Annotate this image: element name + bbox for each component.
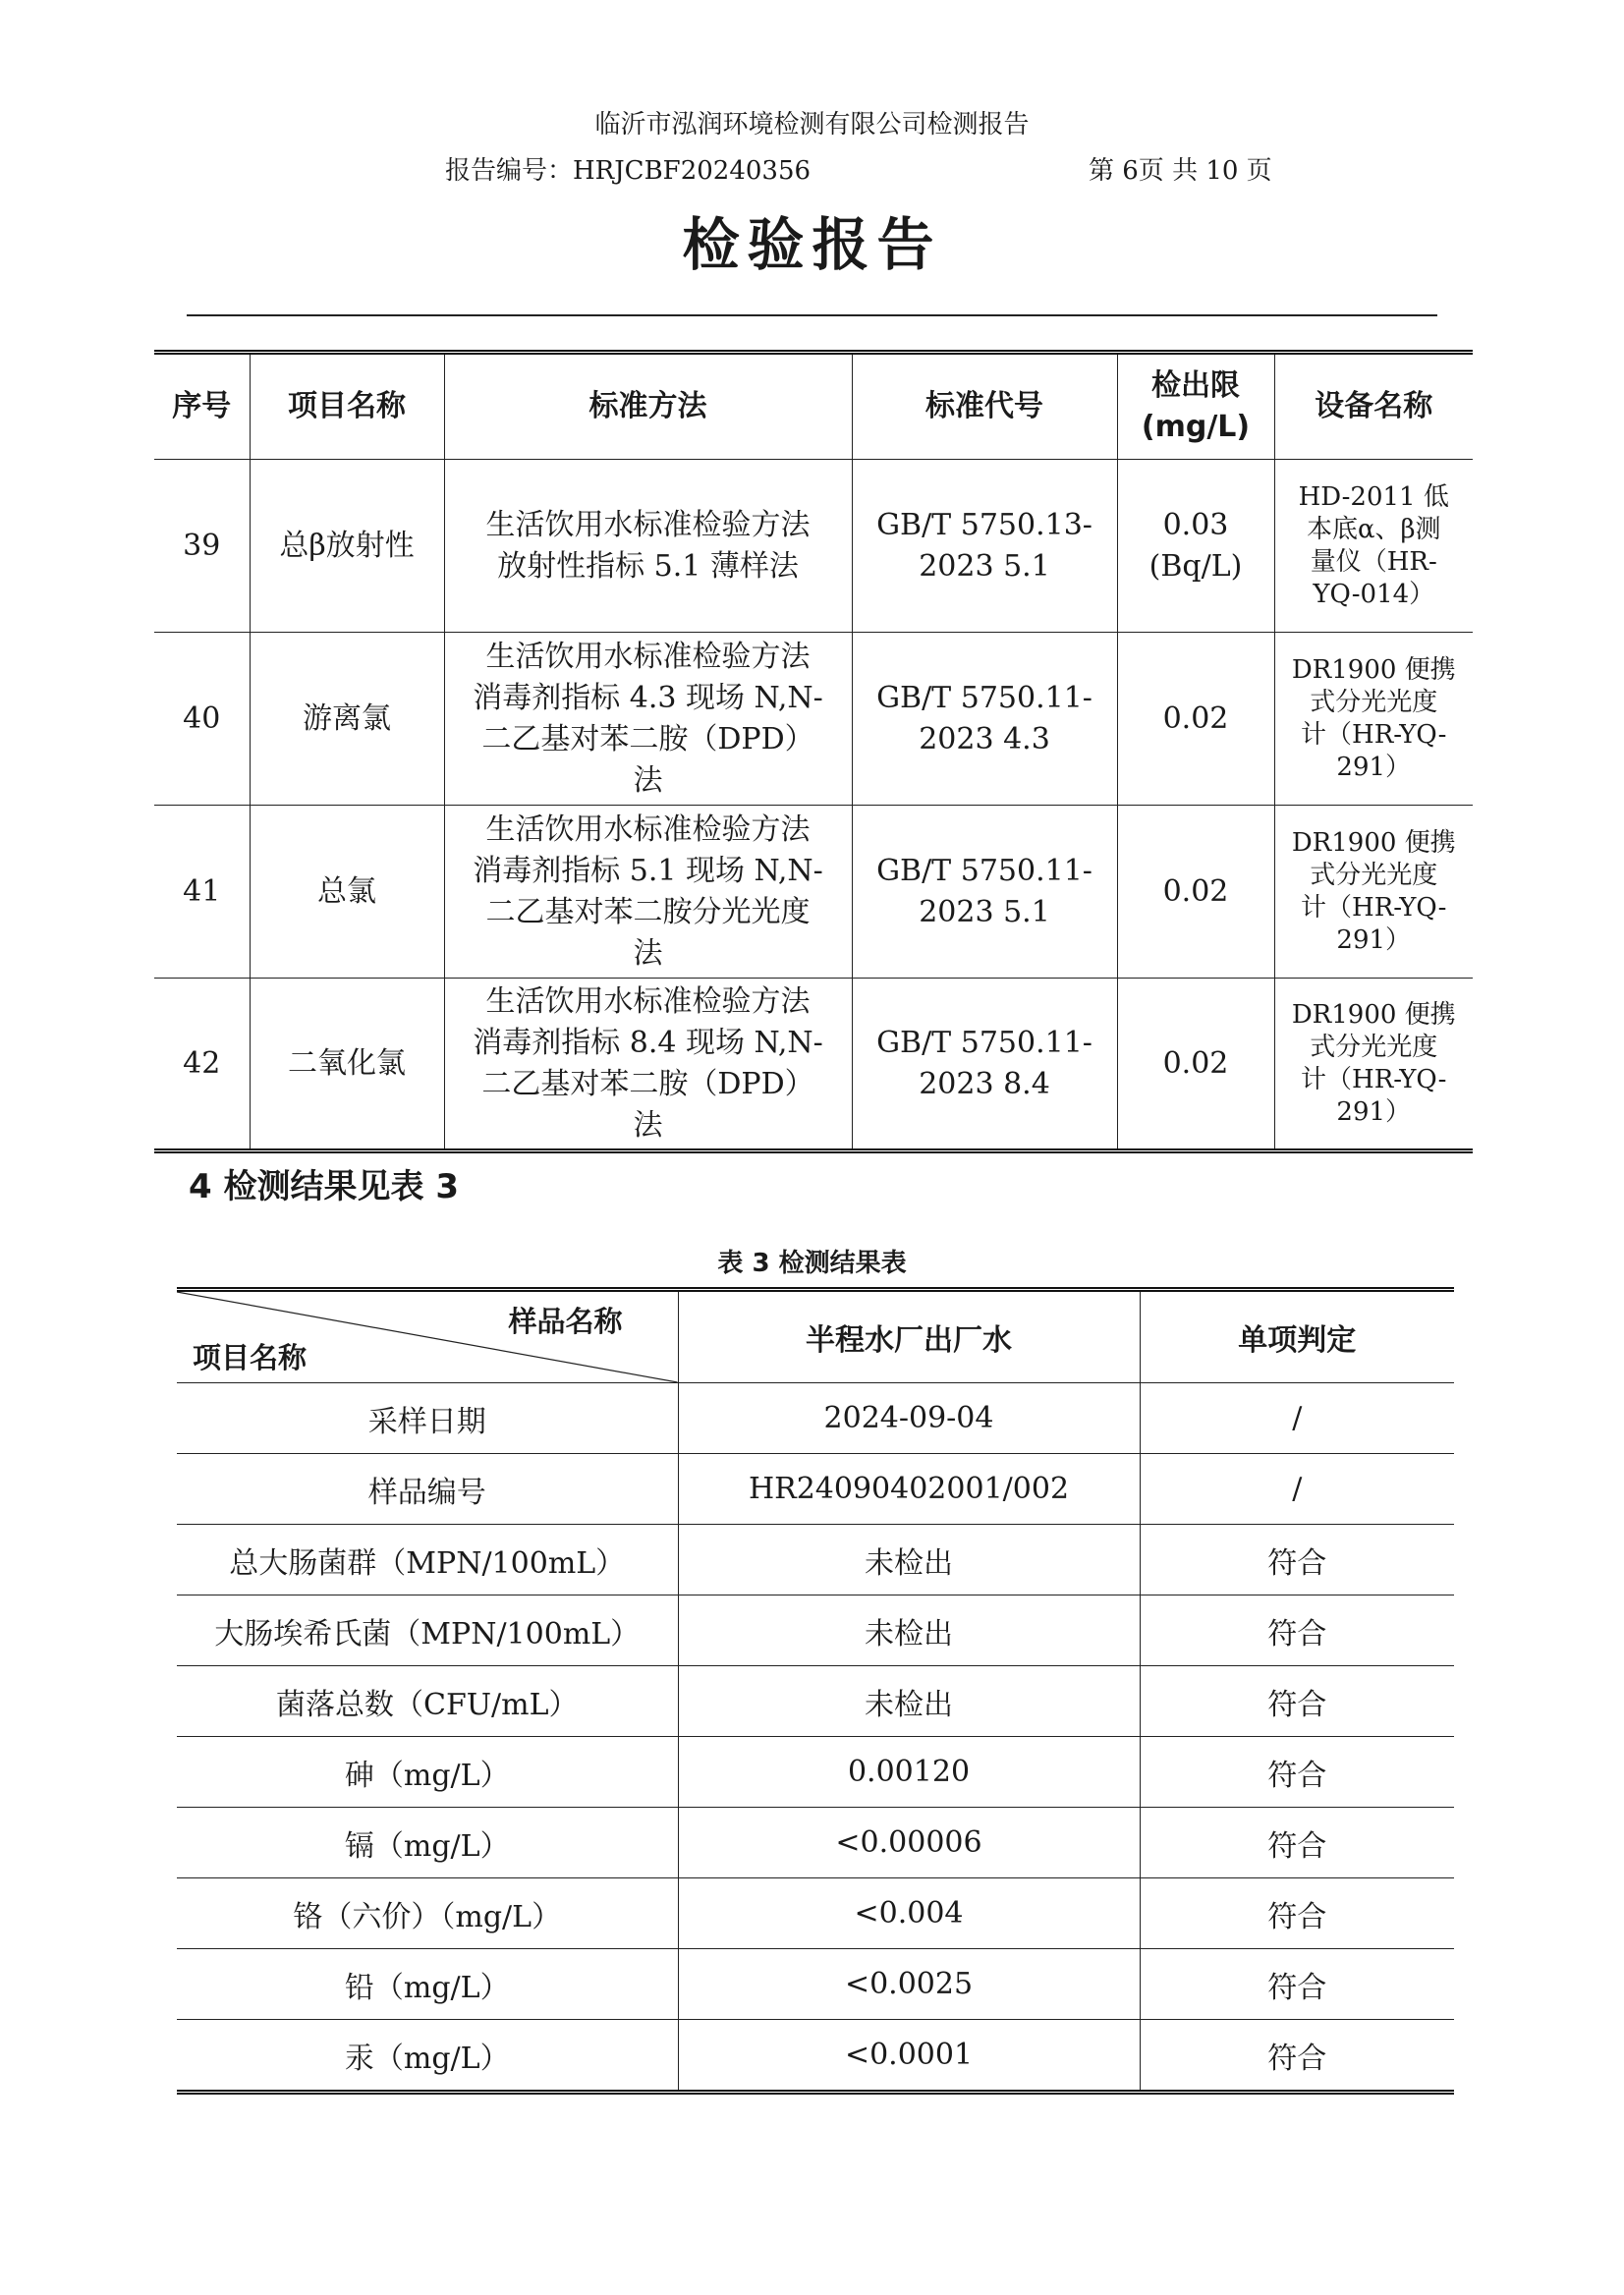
result-judgement-cell: 符合 — [1140, 1878, 1454, 1949]
equipment-line: 计（HR-YQ- — [1301, 719, 1447, 750]
limit-cell — [1117, 979, 1274, 1151]
result-value-cell: 0.00120 — [678, 1737, 1140, 1808]
equipment-line: 量仪（HR- — [1310, 546, 1437, 577]
method-line: 生活饮用水标准检验方法 — [485, 639, 811, 674]
table-row — [154, 806, 1473, 979]
method-cell — [444, 806, 852, 979]
results-body — [177, 1383, 1454, 2093]
result-value-cell: <0.004 — [678, 1878, 1140, 1949]
header-method: 标准方法 — [444, 353, 852, 460]
results-table-caption: 表 3 检测结果表 — [717, 1249, 907, 1278]
equipment-line: DR1900 便携 — [1291, 654, 1456, 685]
result-judgement-cell: 符合 — [1140, 1949, 1454, 2020]
results-table — [177, 1287, 1454, 2095]
item-cell: 总氯 — [250, 806, 444, 979]
limit-line: 0.02 — [1162, 700, 1229, 736]
header-limit-line1: 检出限 — [1151, 368, 1240, 403]
method-line: 消毒剂指标 4.3 现场 N,N- — [473, 680, 823, 715]
result-judgement-cell: / — [1140, 1454, 1454, 1525]
seq-cell: 42 — [154, 979, 250, 1151]
methods-table — [154, 350, 1473, 1153]
limit-line: (Bq/L) — [1148, 548, 1243, 584]
result-item-cell: 汞（mg/L） — [177, 2020, 678, 2093]
method-cell — [444, 460, 852, 633]
seq-cell: 39 — [154, 460, 250, 633]
limit-line: 0.03 — [1162, 507, 1229, 542]
method-line: 生活饮用水标准检验方法 — [485, 812, 811, 847]
result-item-cell: 采样日期 — [177, 1383, 678, 1454]
equipment-line: YQ-014） — [1313, 579, 1435, 609]
header-seq: 序号 — [154, 353, 250, 460]
item-cell: 游离氯 — [250, 633, 444, 806]
limit-cell — [1117, 633, 1274, 806]
equipment-line: DR1900 便携 — [1291, 999, 1456, 1030]
header-diagonal-cell — [177, 1290, 678, 1383]
main-title: 检验报告 — [682, 211, 942, 278]
method-cell — [444, 633, 852, 806]
table-row — [177, 2020, 1454, 2093]
equipment-cell — [1274, 633, 1473, 806]
equipment-line: 式分光光度 — [1310, 687, 1438, 717]
result-item-cell: 菌落总数（CFU/mL） — [177, 1666, 678, 1737]
result-item-cell: 大肠埃希氏菌（MPN/100mL） — [177, 1595, 678, 1666]
method-line: 生活饮用水标准检验方法 — [485, 507, 811, 542]
methods-header-row — [154, 353, 1473, 460]
result-item-cell: 铅（mg/L） — [177, 1949, 678, 2020]
item-cell: 总β放射性 — [250, 460, 444, 633]
company-report-title: 临沂市泓润环境检测有限公司检测报告 — [594, 110, 1030, 140]
result-judgement-cell: 符合 — [1140, 1666, 1454, 1737]
header-limit-line2: (mg/L) — [1141, 410, 1251, 444]
item-cell: 二氧化氯 — [250, 979, 444, 1151]
table-row — [177, 1949, 1454, 2020]
code-line: 2023 4.3 — [919, 721, 1050, 756]
header-sample-name: 样品名称 — [508, 1305, 623, 1338]
method-line: 法 — [633, 935, 663, 971]
result-value-cell: 未检出 — [678, 1666, 1140, 1737]
equipment-line: 291） — [1336, 752, 1412, 782]
section-heading: 4 检测结果见表 3 — [189, 1167, 459, 1206]
result-judgement-cell: / — [1140, 1383, 1454, 1454]
result-item-cell: 样品编号 — [177, 1454, 678, 1525]
table-row — [177, 1666, 1454, 1737]
code-line: 2023 8.4 — [919, 1066, 1050, 1101]
equipment-cell — [1274, 460, 1473, 633]
code-line: GB/T 5750.11- — [876, 853, 1092, 888]
result-judgement-cell: 符合 — [1140, 1595, 1454, 1666]
equipment-line: 式分光光度 — [1310, 860, 1438, 890]
table-row — [154, 633, 1473, 806]
results-header-row — [177, 1290, 1454, 1383]
result-judgement-cell: 符合 — [1140, 1737, 1454, 1808]
equipment-line: DR1900 便携 — [1291, 827, 1456, 858]
equipment-line: 计（HR-YQ- — [1301, 892, 1447, 923]
result-value-cell: 2024-09-04 — [678, 1383, 1140, 1454]
result-item-cell: 铬（六价）（mg/L） — [177, 1878, 678, 1949]
methods-body — [154, 460, 1473, 1151]
table-row — [154, 460, 1473, 633]
code-cell — [852, 979, 1117, 1151]
code-line: 2023 5.1 — [919, 548, 1050, 584]
equipment-line: 291） — [1336, 924, 1412, 955]
limit-cell — [1117, 460, 1274, 633]
method-line: 消毒剂指标 8.4 现场 N,N- — [473, 1025, 823, 1060]
report-number: 报告编号：HRJCBF20240356 — [445, 156, 812, 186]
equipment-cell — [1274, 979, 1473, 1151]
limit-cell — [1117, 806, 1274, 979]
result-item-cell: 砷（mg/L） — [177, 1737, 678, 1808]
result-value-cell: 未检出 — [678, 1525, 1140, 1595]
method-cell — [444, 979, 852, 1151]
code-cell — [852, 633, 1117, 806]
method-line: 生活饮用水标准检验方法 — [485, 983, 811, 1019]
method-line: 二乙基对苯二胺（DPD） — [481, 1066, 814, 1101]
result-value-cell: <0.00006 — [678, 1808, 1140, 1878]
table-row — [177, 1808, 1454, 1878]
page-info: 第 6页 共 10 页 — [1089, 156, 1272, 186]
equipment-line: HD-2011 低 — [1298, 481, 1449, 512]
table-row — [177, 1737, 1454, 1808]
code-line: 2023 5.1 — [919, 894, 1050, 929]
title-divider — [187, 314, 1437, 316]
header-item: 项目名称 — [250, 353, 444, 460]
equipment-cell — [1274, 806, 1473, 979]
equipment-line: 291） — [1336, 1096, 1412, 1127]
seq-cell: 41 — [154, 806, 250, 979]
result-item-cell: 镉（mg/L） — [177, 1808, 678, 1878]
equipment-line: 本底α、β测 — [1306, 514, 1441, 544]
limit-line: 0.02 — [1162, 1045, 1229, 1081]
header-judgement: 单项判定 — [1140, 1290, 1454, 1383]
method-line: 二乙基对苯二胺（DPD） — [481, 721, 814, 756]
header-sample: 半程水厂出厂水 — [678, 1290, 1140, 1383]
header-item-name: 项目名称 — [193, 1341, 308, 1374]
table-row — [154, 979, 1473, 1151]
method-line: 法 — [633, 762, 663, 798]
table-row — [177, 1454, 1454, 1525]
table-row — [177, 1383, 1454, 1454]
result-value-cell: HR24090402001/002 — [678, 1454, 1140, 1525]
equipment-line: 计（HR-YQ- — [1301, 1064, 1447, 1094]
limit-line: 0.02 — [1162, 873, 1229, 909]
code-line: GB/T 5750.11- — [876, 680, 1092, 715]
result-judgement-cell: 符合 — [1140, 2020, 1454, 2093]
method-line: 消毒剂指标 5.1 现场 N,N- — [473, 853, 823, 888]
result-item-cell: 总大肠菌群（MPN/100mL） — [177, 1525, 678, 1595]
method-line: 放射性指标 5.1 薄样法 — [497, 548, 799, 584]
seq-cell: 40 — [154, 633, 250, 806]
table-row — [177, 1878, 1454, 1949]
equipment-line: 式分光光度 — [1310, 1032, 1438, 1062]
table-row — [177, 1595, 1454, 1666]
header-equipment: 设备名称 — [1274, 353, 1473, 460]
code-line: GB/T 5750.11- — [876, 1025, 1092, 1060]
header-limit — [1117, 353, 1274, 460]
code-line: GB/T 5750.13- — [876, 507, 1092, 542]
result-value-cell: <0.0025 — [678, 1949, 1140, 2020]
result-value-cell: <0.0001 — [678, 2020, 1140, 2093]
method-line: 二乙基对苯二胺分光光度 — [485, 894, 811, 929]
method-line: 法 — [633, 1107, 663, 1143]
header-code: 标准代号 — [852, 353, 1117, 460]
result-judgement-cell: 符合 — [1140, 1525, 1454, 1595]
code-cell — [852, 806, 1117, 979]
code-cell — [852, 460, 1117, 633]
table-row — [177, 1525, 1454, 1595]
result-value-cell: 未检出 — [678, 1595, 1140, 1666]
result-judgement-cell: 符合 — [1140, 1808, 1454, 1878]
